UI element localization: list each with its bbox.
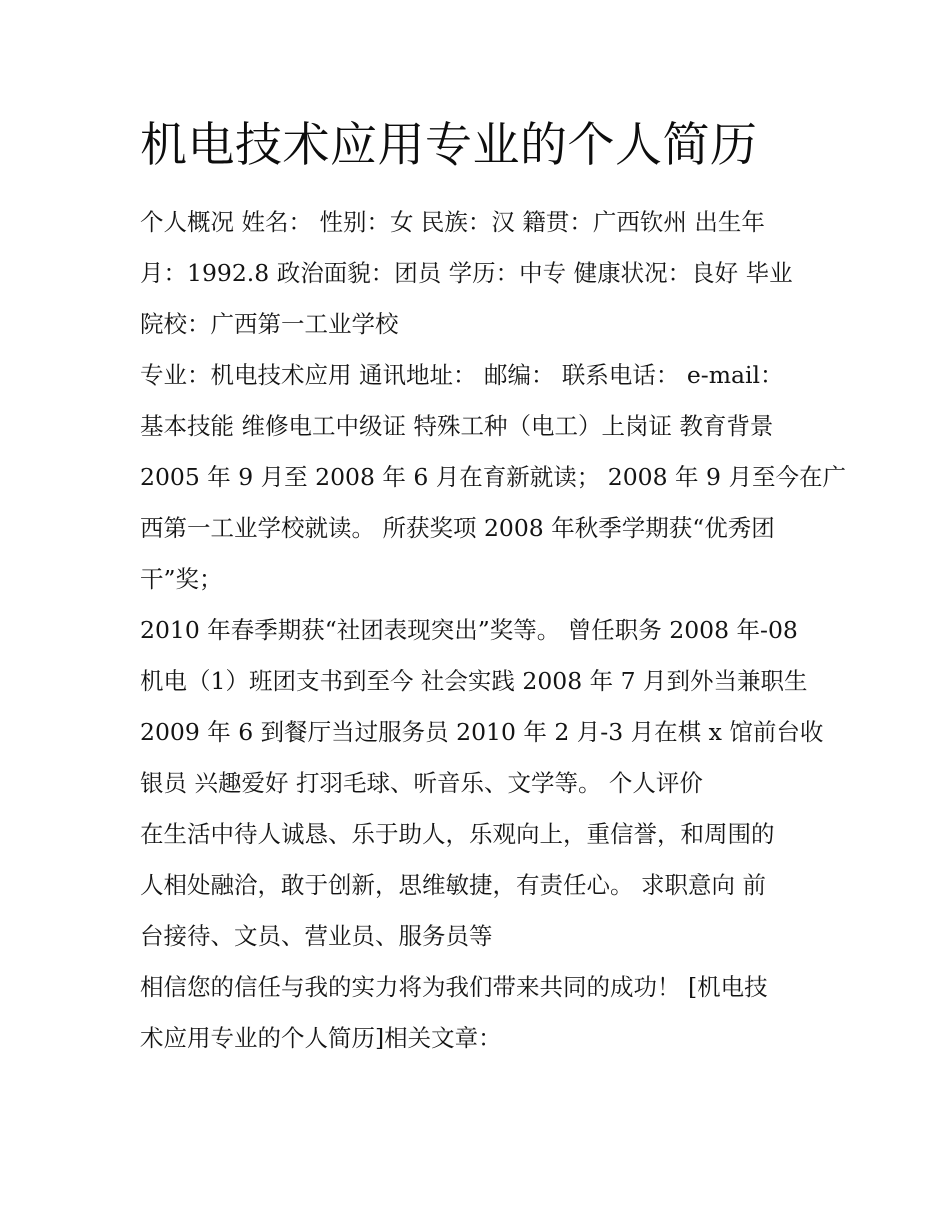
body-line: 基本技能 维修电工中级证 特殊工种（电工）上岗证 教育背景: [140, 412, 774, 440]
body-line: 机电（1）班团支书到至今 社会实践 2008 年 7 月到外当兼职生: [140, 667, 808, 695]
body-line: 2009 年 6 到餐厅当过服务员 2010 年 2 月-3 月在棋 x 馆前台收: [140, 718, 824, 746]
body-line: 台接待、文员、营业员、服务员等: [140, 922, 493, 950]
body-line: 银员 兴趣爱好 打羽毛球、听音乐、文学等。 个人评价: [140, 769, 703, 797]
body-line: 西第一工业学校就读。 所获奖项 2008 年秋季学期获“优秀团: [140, 514, 775, 542]
body-line: 个人概况 姓名： 性别：女 民族：汉 籍贯：广西钦州 出生年: [140, 208, 765, 236]
body-line: 2005 年 9 月至 2008 年 6 月在育新就读； 2008 年 9 月至今在广: [140, 463, 846, 491]
body-line: 术应用专业的个人简历]相关文章：: [140, 1024, 502, 1052]
body-line: 相信您的信任与我的实力将为我们带来共同的成功！ [机电技: [140, 973, 768, 1001]
body-line: 院校：广西第一工业学校: [140, 310, 399, 338]
document-title: 机电技术应用专业的个人简历: [140, 118, 758, 173]
body-line: 专业：机电技术应用 通讯地址： 邮编： 联系电话： e-mail：: [140, 361, 784, 389]
body-line: 2010 年春季期获“社团表现突出”奖等。 曾任职务 2008 年-08: [140, 616, 798, 644]
body-line: 在生活中待人诚恳、乐于助人，乐观向上，重信誉，和周围的: [140, 820, 775, 848]
body-line: 月：1992.8 政治面貌：团员 学历：中专 健康状况：良好 毕业: [140, 259, 793, 287]
body-line: 干”奖；: [140, 565, 223, 593]
body-line: 人相处融洽，敢于创新，思维敏捷，有责任心。 求职意向 前: [140, 871, 766, 899]
